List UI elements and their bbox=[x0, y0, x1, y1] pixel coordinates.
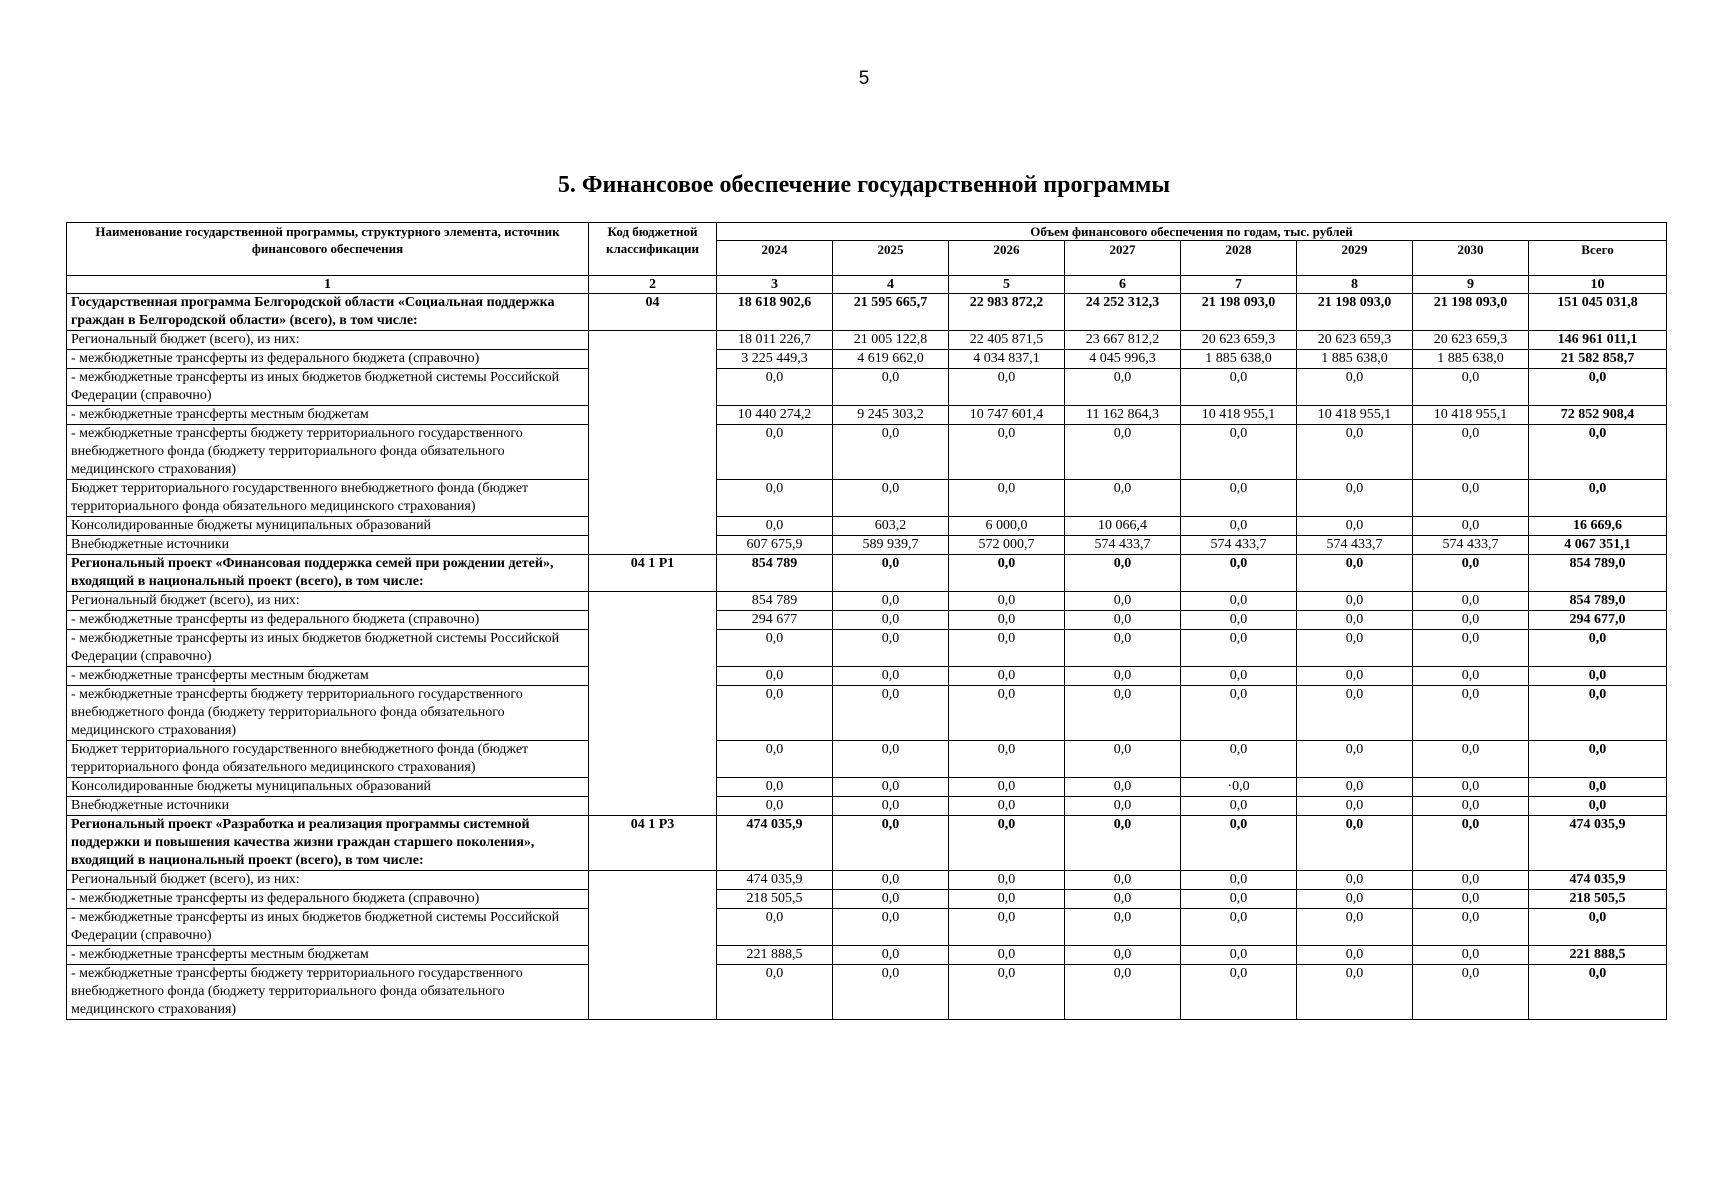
column-number: 5 bbox=[949, 276, 1065, 294]
table-row bbox=[67, 592, 1667, 611]
value-cell: 574 433,7 bbox=[1297, 536, 1413, 555]
table-body bbox=[67, 294, 1667, 1020]
column-number: 1 bbox=[67, 276, 589, 294]
header-year: 2027 bbox=[1065, 241, 1181, 276]
header-year: 2028 bbox=[1181, 241, 1297, 276]
value-cell: 0,0 bbox=[949, 946, 1065, 965]
value-cell: 0,0 bbox=[833, 369, 949, 406]
value-cell: 0,0 bbox=[1297, 741, 1413, 778]
value-cell: 0,0 bbox=[717, 425, 833, 480]
value-cell: 4 034 837,1 bbox=[949, 350, 1065, 369]
value-cell: 603,2 bbox=[833, 517, 949, 536]
value-cell: 0,0 bbox=[1065, 555, 1181, 592]
table-row bbox=[67, 667, 1667, 686]
value-cell: 0,0 bbox=[949, 630, 1065, 667]
value-cell: 0,0 bbox=[717, 630, 833, 667]
value-cell: 0,0 bbox=[717, 480, 833, 517]
value-cell: 0,0 bbox=[1181, 816, 1297, 871]
value-cell: 0,0 bbox=[949, 890, 1065, 909]
value-total: 474 035,9 bbox=[1529, 816, 1667, 871]
column-number: 4 bbox=[833, 276, 949, 294]
budget-code-empty bbox=[589, 331, 717, 555]
column-number: 8 bbox=[1297, 276, 1413, 294]
value-cell: 0,0 bbox=[717, 909, 833, 946]
table-row bbox=[67, 965, 1667, 1020]
value-cell: 0,0 bbox=[1181, 592, 1297, 611]
row-name: - межбюджетные трансферты бюджету территориального государственного внебюджетного фонда (бюджету территориального фонда обязательного медицинского страхования) bbox=[67, 686, 589, 741]
header-row-group bbox=[67, 223, 1667, 241]
row-name: - межбюджетные трансферты из иных бюджетов бюджетной системы Российской Федерации (справочно) bbox=[67, 909, 589, 946]
value-cell: 589 939,7 bbox=[833, 536, 949, 555]
value-total: 0,0 bbox=[1529, 797, 1667, 816]
table-row bbox=[67, 741, 1667, 778]
value-cell: 20 623 659,3 bbox=[1297, 331, 1413, 350]
value-cell: 0,0 bbox=[1065, 871, 1181, 890]
value-cell: 0,0 bbox=[949, 480, 1065, 517]
value-cell: 0,0 bbox=[1181, 797, 1297, 816]
value-cell: 0,0 bbox=[1413, 686, 1529, 741]
header-code: Код бюджетной классификации bbox=[589, 223, 717, 276]
value-cell: 0,0 bbox=[1065, 946, 1181, 965]
value-cell: 0,0 bbox=[1297, 630, 1413, 667]
row-name: Региональный бюджет (всего), из них: bbox=[67, 592, 589, 611]
value-cell: 0,0 bbox=[717, 965, 833, 1020]
section-header-row bbox=[67, 555, 1667, 592]
value-cell: 10 440 274,2 bbox=[717, 406, 833, 425]
value-cell: 0,0 bbox=[717, 797, 833, 816]
value-cell: 0,0 bbox=[833, 741, 949, 778]
value-cell: 0,0 bbox=[833, 946, 949, 965]
value-cell: 0,0 bbox=[1065, 741, 1181, 778]
row-name: Консолидированные бюджеты муниципальных образований bbox=[67, 517, 589, 536]
budget-code: 04 1 Р1 bbox=[589, 555, 717, 592]
value-cell: 0,0 bbox=[833, 592, 949, 611]
value-cell: 0,0 bbox=[1413, 555, 1529, 592]
value-cell: 0,0 bbox=[1297, 592, 1413, 611]
value-cell: 474 035,9 bbox=[717, 816, 833, 871]
value-cell: 0,0 bbox=[1297, 946, 1413, 965]
header-name: Наименование государственной программы, структурного элемента, источник финансового обеспечения bbox=[67, 223, 589, 276]
budget-code: 04 1 Р3 bbox=[589, 816, 717, 871]
table-row bbox=[67, 350, 1667, 369]
value-cell: 0,0 bbox=[949, 592, 1065, 611]
value-cell: 0,0 bbox=[1413, 778, 1529, 797]
value-cell: 0,0 bbox=[1297, 480, 1413, 517]
section-title: 5. Финансовое обеспечение государственной программы bbox=[557, 172, 1171, 198]
value-cell: 0,0 bbox=[1413, 890, 1529, 909]
value-cell: 0,0 bbox=[1065, 611, 1181, 630]
value-cell: 20 623 659,3 bbox=[1413, 331, 1529, 350]
value-cell: 0,0 bbox=[1181, 667, 1297, 686]
row-name: - межбюджетные трансферты местным бюджетам bbox=[67, 667, 589, 686]
value-cell: 0,0 bbox=[833, 871, 949, 890]
value-total: 854 789,0 bbox=[1529, 555, 1667, 592]
table-row bbox=[67, 480, 1667, 517]
value-cell: 218 505,5 bbox=[717, 890, 833, 909]
column-number: 3 bbox=[717, 276, 833, 294]
value-total: 294 677,0 bbox=[1529, 611, 1667, 630]
header-volume: Объем финансового обеспечения по годам, тыс. рублей bbox=[717, 223, 1667, 241]
value-cell: 10 747 601,4 bbox=[949, 406, 1065, 425]
table-row bbox=[67, 909, 1667, 946]
value-cell: 0,0 bbox=[717, 686, 833, 741]
value-cell: 0,0 bbox=[1413, 517, 1529, 536]
value-cell: 0,0 bbox=[1181, 480, 1297, 517]
value-total: 72 852 908,4 bbox=[1529, 406, 1667, 425]
value-cell: 10 066,4 bbox=[1065, 517, 1181, 536]
value-cell: 22 983 872,2 bbox=[949, 294, 1065, 331]
value-cell: 22 405 871,5 bbox=[949, 331, 1065, 350]
value-cell: 0,0 bbox=[717, 667, 833, 686]
value-cell: 0,0 bbox=[949, 816, 1065, 871]
value-cell: 0,0 bbox=[949, 778, 1065, 797]
value-cell: 0,0 bbox=[1297, 369, 1413, 406]
value-cell: 0,0 bbox=[949, 611, 1065, 630]
value-cell: 21 595 665,7 bbox=[833, 294, 949, 331]
table-row bbox=[67, 331, 1667, 350]
column-number: 7 bbox=[1181, 276, 1297, 294]
value-cell: 0,0 bbox=[949, 425, 1065, 480]
value-cell: 0,0 bbox=[833, 778, 949, 797]
value-total: 0,0 bbox=[1529, 425, 1667, 480]
value-cell: 4 045 996,3 bbox=[1065, 350, 1181, 369]
value-cell: 0,0 bbox=[1181, 909, 1297, 946]
value-cell: 0,0 bbox=[949, 555, 1065, 592]
table-row bbox=[67, 425, 1667, 480]
value-cell: 0,0 bbox=[1181, 686, 1297, 741]
row-name: Внебюджетные источники bbox=[67, 536, 589, 555]
value-cell: 1 885 638,0 bbox=[1181, 350, 1297, 369]
value-cell: 18 011 226,7 bbox=[717, 331, 833, 350]
value-total: 0,0 bbox=[1529, 778, 1667, 797]
value-cell: 0,0 bbox=[833, 667, 949, 686]
row-name: Бюджет территориального государственного внебюджетного фонда (бюджет территориального фонда обязательного медицинского страхования) bbox=[67, 741, 589, 778]
table-row bbox=[67, 611, 1667, 630]
value-cell: 0,0 bbox=[949, 965, 1065, 1020]
table-row bbox=[67, 406, 1667, 425]
value-total: 218 505,5 bbox=[1529, 890, 1667, 909]
value-cell: 0,0 bbox=[949, 686, 1065, 741]
value-cell: 0,0 bbox=[1413, 871, 1529, 890]
value-cell: 0,0 bbox=[1065, 480, 1181, 517]
value-cell: 20 623 659,3 bbox=[1181, 331, 1297, 350]
value-cell: 6 000,0 bbox=[949, 517, 1065, 536]
financing-table bbox=[66, 222, 1667, 1020]
value-cell: 0,0 bbox=[1297, 611, 1413, 630]
section-header-row bbox=[67, 816, 1667, 871]
value-total: 16 669,6 bbox=[1529, 517, 1667, 536]
value-cell: 0,0 bbox=[1065, 816, 1181, 871]
value-cell: 0,0 bbox=[1297, 555, 1413, 592]
row-name: - межбюджетные трансферты из федерального бюджета (справочно) bbox=[67, 890, 589, 909]
row-name: - межбюджетные трансферты из иных бюджетов бюджетной системы Российской Федерации (справочно) bbox=[67, 369, 589, 406]
value-total: 146 961 011,1 bbox=[1529, 331, 1667, 350]
value-cell: 0,0 bbox=[1065, 425, 1181, 480]
value-total: 21 582 858,7 bbox=[1529, 350, 1667, 369]
column-number-row bbox=[67, 276, 1667, 294]
value-cell: 0,0 bbox=[1181, 741, 1297, 778]
value-cell: 0,0 bbox=[1413, 592, 1529, 611]
value-cell: 0,0 bbox=[1181, 425, 1297, 480]
value-cell: 0,0 bbox=[833, 890, 949, 909]
budget-code-empty bbox=[589, 871, 717, 1020]
value-cell: 0,0 bbox=[1297, 965, 1413, 1020]
row-name: - межбюджетные трансферты из федерального бюджета (справочно) bbox=[67, 611, 589, 630]
value-total: 0,0 bbox=[1529, 741, 1667, 778]
table-row bbox=[67, 871, 1667, 890]
value-cell: 0,0 bbox=[1065, 369, 1181, 406]
value-cell: 1 885 638,0 bbox=[1297, 350, 1413, 369]
row-name: Внебюджетные источники bbox=[67, 797, 589, 816]
column-number: 10 bbox=[1529, 276, 1667, 294]
page-number: 5 bbox=[858, 68, 870, 89]
value-cell: 0,0 bbox=[1065, 778, 1181, 797]
value-total: 854 789,0 bbox=[1529, 592, 1667, 611]
row-name: Региональный бюджет (всего), из них: bbox=[67, 331, 589, 350]
value-cell: 0,0 bbox=[1413, 797, 1529, 816]
value-cell: 0,0 bbox=[949, 667, 1065, 686]
value-total: 0,0 bbox=[1529, 965, 1667, 1020]
value-cell: 21 198 093,0 bbox=[1297, 294, 1413, 331]
row-name: Региональный проект «Финансовая поддержка семей при рождении детей», входящий в национальный проект (всего), в том числе: bbox=[67, 555, 589, 592]
header-year: 2030 bbox=[1413, 241, 1529, 276]
value-cell: 0,0 bbox=[1181, 871, 1297, 890]
row-name: Консолидированные бюджеты муниципальных образований bbox=[67, 778, 589, 797]
header-year: 2025 bbox=[833, 241, 949, 276]
value-cell: 0,0 bbox=[1297, 517, 1413, 536]
value-cell: 0,0 bbox=[717, 369, 833, 406]
column-number: 9 bbox=[1413, 276, 1529, 294]
value-total: 0,0 bbox=[1529, 369, 1667, 406]
row-name: - межбюджетные трансферты из иных бюджетов бюджетной системы Российской Федерации (справочно) bbox=[67, 630, 589, 667]
value-cell: 0,0 bbox=[833, 630, 949, 667]
column-number: 6 bbox=[1065, 276, 1181, 294]
value-cell: 0,0 bbox=[1065, 965, 1181, 1020]
value-cell: 0,0 bbox=[1297, 816, 1413, 871]
value-cell: 0,0 bbox=[949, 369, 1065, 406]
row-name: Бюджет территориального государственного внебюджетного фонда (бюджет территориального фонда обязательного медицинского страхования) bbox=[67, 480, 589, 517]
value-total: 0,0 bbox=[1529, 480, 1667, 517]
value-cell: 0,0 bbox=[1413, 667, 1529, 686]
table-row bbox=[67, 797, 1667, 816]
row-name: - межбюджетные трансферты бюджету территориального государственного внебюджетного фонда (бюджету территориального фонда обязательного медицинского страхования) bbox=[67, 965, 589, 1020]
section-header-row bbox=[67, 294, 1667, 331]
value-cell: 0,0 bbox=[833, 965, 949, 1020]
value-cell: 574 433,7 bbox=[1181, 536, 1297, 555]
budget-code: 04 bbox=[589, 294, 717, 331]
value-cell: 574 433,7 bbox=[1065, 536, 1181, 555]
value-cell: 0,0 bbox=[717, 778, 833, 797]
table-row bbox=[67, 946, 1667, 965]
value-cell: 0,0 bbox=[1413, 965, 1529, 1020]
value-cell: 0,0 bbox=[1297, 871, 1413, 890]
value-cell: 0,0 bbox=[1065, 592, 1181, 611]
value-cell: 10 418 955,1 bbox=[1181, 406, 1297, 425]
value-cell: 0,0 bbox=[833, 909, 949, 946]
value-cell: 0,0 bbox=[1413, 630, 1529, 667]
value-cell: 0,0 bbox=[717, 741, 833, 778]
row-name: Государственная программа Белгородской области «Социальная поддержка граждан в Белгородской области» (всего), в том числе: bbox=[67, 294, 589, 331]
value-cell: 0,0 bbox=[949, 871, 1065, 890]
value-cell: 0,0 bbox=[1297, 425, 1413, 480]
value-cell: 0,0 bbox=[833, 797, 949, 816]
value-cell: 10 418 955,1 bbox=[1297, 406, 1413, 425]
value-total: 0,0 bbox=[1529, 667, 1667, 686]
column-number: 2 bbox=[589, 276, 717, 294]
table-row bbox=[67, 778, 1667, 797]
value-cell: 0,0 bbox=[949, 909, 1065, 946]
table-row bbox=[67, 630, 1667, 667]
value-cell: 854 789 bbox=[717, 555, 833, 592]
value-cell: 0,0 bbox=[1181, 611, 1297, 630]
value-cell: 607 675,9 bbox=[717, 536, 833, 555]
value-cell: 0,0 bbox=[1181, 555, 1297, 592]
value-cell: 21 198 093,0 bbox=[1181, 294, 1297, 331]
value-cell: 221 888,5 bbox=[717, 946, 833, 965]
value-cell: 0,0 bbox=[1181, 517, 1297, 536]
table-row bbox=[67, 517, 1667, 536]
value-cell: 574 433,7 bbox=[1413, 536, 1529, 555]
value-cell: 474 035,9 bbox=[717, 871, 833, 890]
value-cell: 0,0 bbox=[1413, 425, 1529, 480]
value-cell: 0,0 bbox=[1181, 630, 1297, 667]
value-cell: 0,0 bbox=[833, 686, 949, 741]
value-cell: 0,0 bbox=[833, 816, 949, 871]
value-total: 0,0 bbox=[1529, 630, 1667, 667]
table-row bbox=[67, 536, 1667, 555]
value-cell: 24 252 312,3 bbox=[1065, 294, 1181, 331]
value-total: 151 045 031,8 bbox=[1529, 294, 1667, 331]
header-year: 2024 bbox=[717, 241, 833, 276]
value-total: 221 888,5 bbox=[1529, 946, 1667, 965]
table-row bbox=[67, 686, 1667, 741]
value-cell: 0,0 bbox=[833, 611, 949, 630]
value-cell: 0,0 bbox=[1065, 667, 1181, 686]
row-name: Региональный проект «Разработка и реализация программы системной поддержки и повышения качества жизни граждан старшего поколения», входящий в национальный проект (всего), в том числе: bbox=[67, 816, 589, 871]
value-cell: 0,0 bbox=[1413, 611, 1529, 630]
value-cell: 572 000,7 bbox=[949, 536, 1065, 555]
value-cell: ·0,0 bbox=[1181, 778, 1297, 797]
value-cell: 0,0 bbox=[1297, 686, 1413, 741]
value-total: 4 067 351,1 bbox=[1529, 536, 1667, 555]
value-cell: 0,0 bbox=[833, 480, 949, 517]
value-total: 0,0 bbox=[1529, 909, 1667, 946]
value-cell: 294 677 bbox=[717, 611, 833, 630]
value-cell: 0,0 bbox=[1297, 909, 1413, 946]
value-cell: 0,0 bbox=[1065, 686, 1181, 741]
header-year: 2029 bbox=[1297, 241, 1413, 276]
value-cell: 0,0 bbox=[1413, 946, 1529, 965]
value-cell: 0,0 bbox=[833, 425, 949, 480]
value-cell: 4 619 662,0 bbox=[833, 350, 949, 369]
value-cell: 18 618 902,6 bbox=[717, 294, 833, 331]
row-name: - межбюджетные трансферты местным бюджетам bbox=[67, 946, 589, 965]
value-cell: 0,0 bbox=[1181, 369, 1297, 406]
value-cell: 0,0 bbox=[1413, 909, 1529, 946]
value-cell: 0,0 bbox=[1297, 778, 1413, 797]
table-row bbox=[67, 890, 1667, 909]
value-cell: 1 885 638,0 bbox=[1413, 350, 1529, 369]
value-cell: 23 667 812,2 bbox=[1065, 331, 1181, 350]
value-total: 0,0 bbox=[1529, 686, 1667, 741]
value-cell: 0,0 bbox=[1297, 797, 1413, 816]
value-cell: 0,0 bbox=[1065, 890, 1181, 909]
value-cell: 21 005 122,8 bbox=[833, 331, 949, 350]
value-cell: 854 789 bbox=[717, 592, 833, 611]
value-cell: 0,0 bbox=[1413, 816, 1529, 871]
value-cell: 0,0 bbox=[833, 555, 949, 592]
value-cell: 21 198 093,0 bbox=[1413, 294, 1529, 331]
value-cell: 0,0 bbox=[949, 741, 1065, 778]
value-cell: 0,0 bbox=[1297, 667, 1413, 686]
value-cell: 0,0 bbox=[1065, 909, 1181, 946]
value-cell: 9 245 303,2 bbox=[833, 406, 949, 425]
header-year: 2026 bbox=[949, 241, 1065, 276]
value-cell: 11 162 864,3 bbox=[1065, 406, 1181, 425]
row-name: - межбюджетные трансферты бюджету территориального государственного внебюджетного фонда (бюджету территориального фонда обязательного медицинского страхования) bbox=[67, 425, 589, 480]
value-cell: 0,0 bbox=[717, 517, 833, 536]
header-total: Всего bbox=[1529, 241, 1667, 276]
value-total: 474 035,9 bbox=[1529, 871, 1667, 890]
value-cell: 0,0 bbox=[1413, 480, 1529, 517]
row-name: Региональный бюджет (всего), из них: bbox=[67, 871, 589, 890]
value-cell: 0,0 bbox=[1413, 741, 1529, 778]
row-name: - межбюджетные трансферты местным бюджетам bbox=[67, 406, 589, 425]
value-cell: 0,0 bbox=[949, 797, 1065, 816]
table-row bbox=[67, 369, 1667, 406]
value-cell: 3 225 449,3 bbox=[717, 350, 833, 369]
value-cell: 0,0 bbox=[1181, 890, 1297, 909]
value-cell: 0,0 bbox=[1065, 797, 1181, 816]
value-cell: 0,0 bbox=[1181, 946, 1297, 965]
value-cell: 0,0 bbox=[1297, 890, 1413, 909]
budget-code-empty bbox=[589, 592, 717, 816]
value-cell: 0,0 bbox=[1181, 965, 1297, 1020]
value-cell: 0,0 bbox=[1065, 630, 1181, 667]
value-cell: 0,0 bbox=[1413, 369, 1529, 406]
value-cell: 10 418 955,1 bbox=[1413, 406, 1529, 425]
row-name: - межбюджетные трансферты из федерального бюджета (справочно) bbox=[67, 350, 589, 369]
